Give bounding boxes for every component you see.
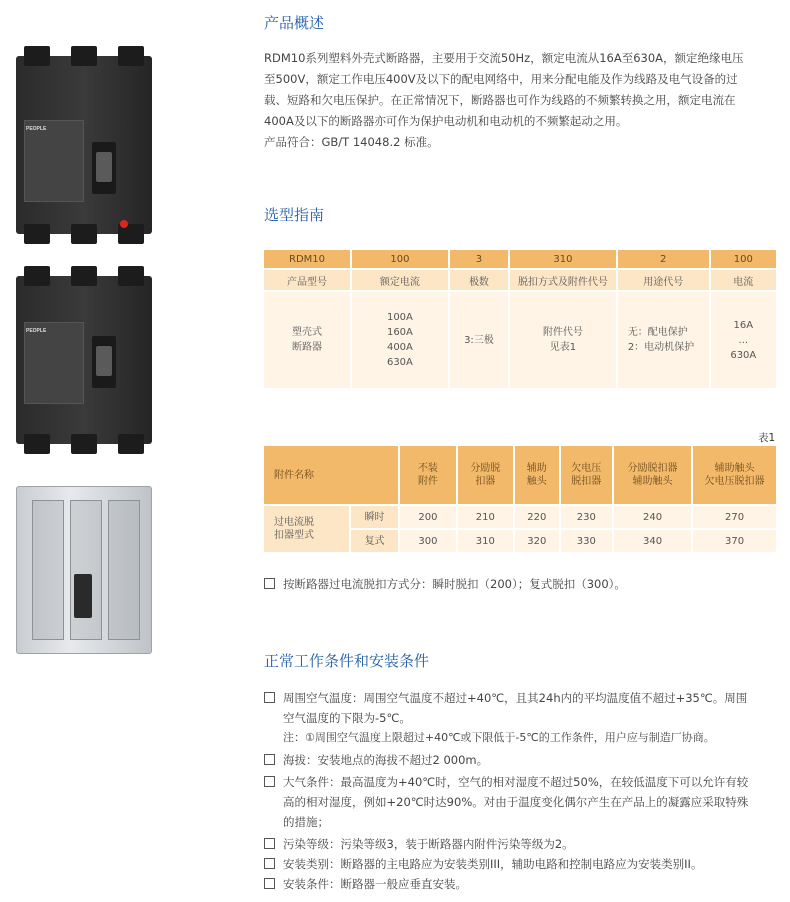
body-text: 160A	[386, 327, 413, 338]
body-text: 16A	[733, 319, 754, 331]
terminal-top	[24, 46, 50, 66]
overview-line: RDM10系列塑料外壳式断路器，主要用于交流50Hz，额定电流从16A至630A，额定绝缘电压	[264, 51, 744, 65]
terminal-bottom	[24, 224, 50, 244]
code-poles: 3	[450, 250, 508, 268]
body-accessory	[510, 292, 616, 388]
condition-item-atmosphere	[264, 772, 780, 832]
row-sub-label: 瞬时	[351, 506, 398, 528]
condition-text: 海拔：安装地点的海拔不超过2 000m。	[283, 753, 489, 767]
table-tag: 表1	[758, 432, 776, 444]
label-model: 产品型号	[264, 270, 350, 290]
table-cell: 340	[614, 530, 691, 552]
checkbox-square-icon	[264, 692, 275, 703]
section-title-overview: 产品概述	[264, 14, 325, 32]
section-title-conditions: 正常工作条件和安装条件	[264, 652, 430, 670]
terminal-top	[118, 266, 144, 286]
condition-text: 周围空气温度：周围空气温度不超过+40℃，且其24h内的平均温度值不超过+35℃。周围	[283, 691, 748, 705]
label-poles: 极数	[450, 270, 508, 290]
table-cell: 220	[515, 506, 559, 528]
body-model	[264, 292, 350, 388]
overview-paragraph	[264, 48, 776, 153]
checkbox-square-icon	[264, 578, 275, 589]
code-usage: 2	[618, 250, 709, 268]
body-text: 塑壳式	[292, 327, 323, 338]
rating-plate	[24, 120, 84, 202]
overview-line: 载、短路和欠电压保护。在正常情况下，断路器也可作为线路的不频繁转换之用，额定电流在	[264, 93, 736, 107]
table-cell: 370	[693, 530, 776, 552]
body-text: 见表1	[549, 342, 577, 353]
terminal-bottom	[118, 434, 144, 454]
terminal-bottom	[71, 224, 97, 244]
note-text: 按断路器过电流脱扣方式分：瞬时脱扣（200）；复式脱扣（300）。	[283, 577, 626, 591]
checkbox-square-icon	[264, 858, 275, 869]
overview-line: 至500V，额定工作电压400V及以下的配电网络中，用来分配电能及作为线路及电气设备的过	[264, 72, 738, 86]
body-usage	[618, 292, 709, 388]
terminal-bottom	[24, 434, 50, 454]
toggle-handle	[96, 152, 112, 182]
table-note	[264, 574, 780, 594]
terminal-top	[71, 46, 97, 66]
header-cell: 分励脱 扣器	[458, 446, 513, 504]
product-photo-transparent-breaker	[10, 476, 158, 664]
table-cell: 240	[614, 506, 691, 528]
code-amps: 100	[711, 250, 776, 268]
overview-line: 产品符合：GB/T 14048.2 标准。	[264, 135, 439, 149]
condition-text: 高的相对湿度，例如+20℃时达90%。对由于温度变化偶尔产生在产品上的凝露应采取特殊	[283, 795, 749, 809]
condition-text: 安装条件：断路器一般应垂直安装。	[283, 877, 467, 891]
product-photo-black-breaker-1	[10, 42, 158, 248]
checkbox-square-icon	[264, 754, 275, 765]
section-title-selection: 选型指南	[264, 206, 325, 224]
row-label: 过电流脱 扣器型式	[264, 506, 349, 552]
body-text: 断路器	[292, 342, 323, 353]
table-cell: 230	[561, 506, 612, 528]
header-accessory-name: 附件名称	[264, 446, 398, 504]
condition-note: 注：①周围空气温度上限超过+40℃或下限低于-5℃的工作条件，用户应与制造厂协商。	[283, 731, 715, 744]
pole-chamber	[70, 500, 102, 640]
toggle-handle	[96, 346, 112, 376]
body-amps	[711, 292, 776, 388]
body-text: 无：配电保护	[627, 327, 688, 338]
label-amps: 电流	[711, 270, 776, 290]
code-trip: 310	[510, 250, 616, 268]
header-cell: 不装 附件	[400, 446, 455, 504]
table-cell: 310	[458, 530, 513, 552]
condition-item-install-condition	[264, 874, 780, 894]
toggle-handle	[74, 574, 92, 618]
selection-table	[262, 248, 778, 390]
body-text: 100A	[386, 312, 413, 323]
table-cell: 270	[693, 506, 776, 528]
body-text: 630A	[730, 349, 757, 361]
condition-item-temperature	[264, 688, 780, 748]
label-trip: 脱扣方式及附件代号	[510, 270, 616, 290]
condition-text: 的措施；	[283, 815, 329, 829]
brand-logo: PEOPLE	[26, 328, 47, 334]
product-photo-black-breaker-2	[10, 262, 158, 458]
rating-plate	[24, 322, 84, 404]
table-cell: 200	[400, 506, 455, 528]
body-poles: 3:三极	[450, 292, 508, 388]
row-sub-label: 复式	[351, 530, 398, 552]
terminal-top	[71, 266, 97, 286]
body-text: 2：电动机保护	[627, 342, 695, 353]
code-model: RDM10	[264, 250, 350, 268]
body-text: 400A	[386, 342, 413, 353]
body-currents	[352, 292, 448, 388]
checkbox-square-icon	[264, 838, 275, 849]
checkbox-square-icon	[264, 878, 275, 889]
trip-button-icon	[120, 220, 128, 228]
condition-item-install-category	[264, 854, 780, 874]
terminal-bottom	[71, 434, 97, 454]
label-usage: 用途代号	[618, 270, 709, 290]
pole-chamber	[32, 500, 64, 640]
table-cell: 330	[561, 530, 612, 552]
condition-item-altitude	[264, 750, 780, 770]
table-cell: 320	[515, 530, 559, 552]
condition-text: 大气条件：最高温度为+40℃时，空气的相对湿度不超过50%，在较低温度下可以允许有较	[283, 775, 749, 789]
code-current: 100	[352, 250, 448, 268]
header-cell: 欠电压 脱扣器	[561, 446, 612, 504]
body-text: ...	[738, 334, 749, 346]
terminal-top	[118, 46, 144, 66]
header-cell: 分励脱扣器 辅助触头	[614, 446, 691, 504]
body-text: 附件代号	[542, 327, 583, 338]
checkbox-square-icon	[264, 776, 275, 787]
condition-text: 污染等级：污染等级3，装于断路器内附件污染等级为2。	[283, 837, 574, 851]
condition-text: 空气温度的下限为-5℃。	[283, 711, 411, 725]
terminal-top	[24, 266, 50, 286]
label-current: 额定电流	[352, 270, 448, 290]
table-cell: 210	[458, 506, 513, 528]
header-cell: 辅助 触头	[515, 446, 559, 504]
overview-line: 400A及以下的断路器亦可作为保护电动机和电动机的不频繁起动之用。	[264, 114, 628, 128]
pole-chamber	[108, 500, 140, 640]
header-cell: 辅助触头 欠电压脱扣器	[693, 446, 776, 504]
accessory-table	[262, 444, 778, 554]
brand-logo: PEOPLE	[26, 126, 47, 132]
body-text: 630A	[386, 357, 413, 368]
condition-item-pollution	[264, 834, 780, 854]
condition-text: 安装类别：断路器的主电路应为安装类别III，辅助电路和控制电路应为安装类别II。	[283, 857, 703, 871]
table-cell: 300	[400, 530, 455, 552]
